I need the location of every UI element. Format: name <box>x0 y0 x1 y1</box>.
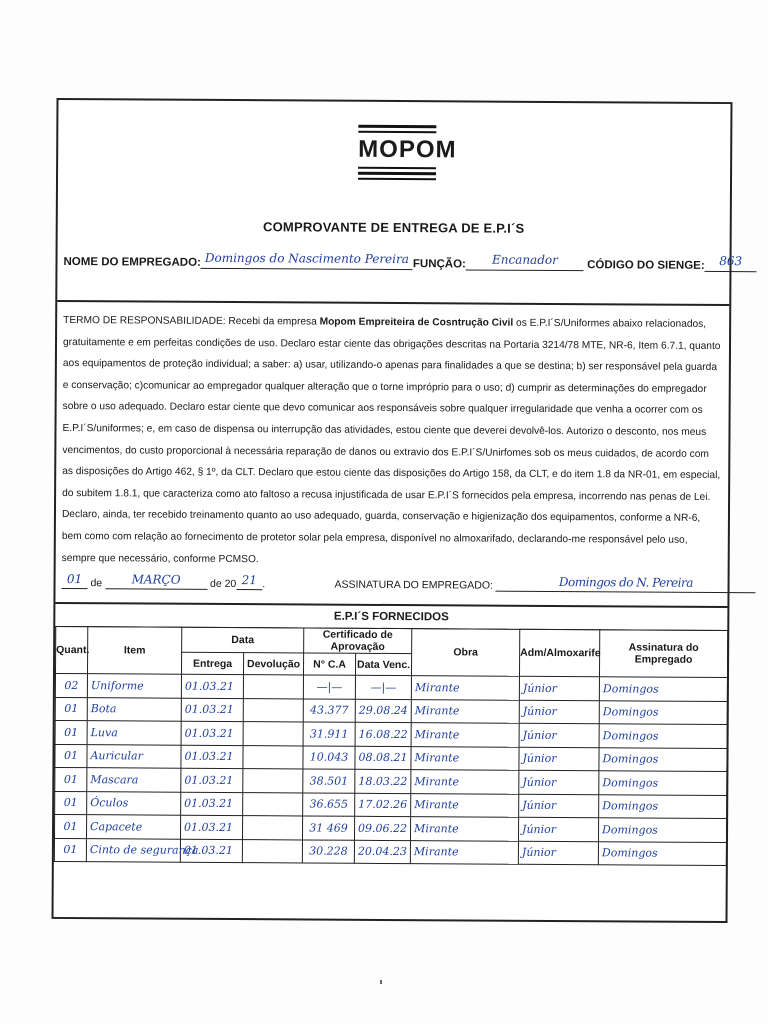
row-item[interactable]: Óculos <box>87 791 181 815</box>
day-field[interactable]: 01 <box>62 572 88 589</box>
row-entrega[interactable]: 01.03.21 <box>181 721 243 745</box>
logo-text: MOPOM <box>358 135 457 164</box>
row-item[interactable]: Uniforme <box>87 674 181 698</box>
row-entrega[interactable]: 01.03.21 <box>181 698 243 722</box>
de-text-1: de <box>90 577 103 590</box>
row-devolucao[interactable] <box>243 722 303 746</box>
row-obra[interactable]: Mirante <box>411 746 519 770</box>
row-devolucao[interactable] <box>243 792 303 816</box>
row-venc[interactable]: 09.06.22 <box>355 816 411 840</box>
row-venc[interactable]: 17.02.26 <box>355 793 411 817</box>
col-assinatura: Assinatura do Empregado <box>600 630 728 678</box>
row-devolucao[interactable] <box>242 816 302 840</box>
sienge-code-field[interactable]: 863 <box>705 254 757 272</box>
row-entrega[interactable]: 01.03.21 <box>180 839 242 863</box>
row-adm[interactable]: Júnior <box>519 723 599 747</box>
row-ca[interactable]: 10.043 <box>303 745 355 769</box>
row-obra[interactable]: Mirante <box>411 723 519 747</box>
col-nca: N° C.A <box>304 653 356 675</box>
row-quant[interactable]: 01 <box>55 720 87 744</box>
row-item[interactable]: Mascara <box>87 768 181 792</box>
col-item: Item <box>87 627 181 675</box>
row-adm[interactable]: Júnior <box>519 676 599 700</box>
year-field[interactable]: 21 <box>236 573 262 590</box>
role-field[interactable]: Encanador <box>466 252 584 271</box>
row-item[interactable]: Luva <box>87 721 181 745</box>
row-venc[interactable]: —|— <box>355 675 411 699</box>
term-body: os E.P.I´S/Uniformes abaixo relacionados, gratuitamente e em perfeitas condições de uso. Declaro estar ciente das obrigações descritas na Portaria 3214/78 MTE, NR-6, Item 6.7.1, quanto aos equipamentos de proteção individual; a saber: a) usar, utilizando-o apenas para finalidades a que se destina; b) ser responsável pela guarda e conservação; c)comunicar ao empregador qualquer alteração que o torne impróprio para o uso; d) cumprir as determinações do empregador sobre o uso adequado. Declaro estar ciente que devo comunicar aos responsáveis sobre qualquer irregularidade que venha a ocorrer com os E.P.I´S/uniformes; e, em caso de dispensa ou interrupção das atividades, estou ciente que deverei devolvê-los. Autorizo o desconto, nos meus vencimentos, do custo proporcional à necessária reparação de danos ou extravio dos E.P.I´S/Unirfomes sob os meus cuidados, de acordo com as disposições do Artigo 462, § 1º, da CLT. Declaro que estou ciente das disposições do Artigo 158, da CLT, e do item 1.8 da NR-01, em especial, do subitem 1.8.1, que caracteriza como ato faltoso a recusa injustificada de usar E.P.I´S fornecidos pela empresa, incorrendo nas penas de Lei. Declaro, ainda, ter recebido treinamento quanto ao uso adequado, guarda, conservação e higienização dos equipamentos, conforme a NR-6, bem como com relação ao fornecimento de protetor solar pela empresa, disponível no almoxarifado, declarando-me responsável pelo uso, sempre que necessário, conforme PCMSO. <box>61 317 721 565</box>
row-obra[interactable]: Mirante <box>411 817 519 841</box>
row-ca[interactable]: 31 469 <box>303 816 355 840</box>
row-ca[interactable]: —|— <box>303 675 355 699</box>
col-obra: Obra <box>412 629 520 677</box>
date-signature-row: 01 de MARÇO de 20 21 . ASSINATURA DO EMPREGADO: Domingos do N. Pereira <box>62 572 722 593</box>
row-adm[interactable]: Júnior <box>519 770 599 794</box>
row-devolucao[interactable] <box>243 675 303 699</box>
row-ca[interactable]: 38.501 <box>303 769 355 793</box>
row-ca[interactable]: 36.655 <box>303 792 355 816</box>
row-devolucao[interactable] <box>243 745 303 769</box>
row-quant[interactable]: 01 <box>55 767 87 791</box>
row-quant[interactable]: 01 <box>54 814 86 838</box>
employee-name-label: NOME DO EMPREGADO: <box>63 255 201 269</box>
responsibility-term <box>55 300 729 608</box>
form-header <box>57 100 743 306</box>
epi-table <box>54 626 728 866</box>
row-entrega[interactable]: 01.03.21 <box>181 792 243 816</box>
row-item[interactable]: Capacete <box>86 815 180 839</box>
col-adm: Adm/Almoxarife <box>520 629 600 676</box>
row-entrega[interactable]: 01.03.21 <box>181 745 243 769</box>
col-devolucao: Devolução <box>243 653 303 675</box>
col-entrega: Entrega <box>181 652 243 674</box>
row-venc[interactable]: 08.08.21 <box>355 746 411 770</box>
row-quant[interactable]: 01 <box>55 744 87 768</box>
row-obra[interactable]: Mirante <box>410 840 518 864</box>
row-signature[interactable]: Domingos <box>598 818 726 842</box>
row-quant[interactable]: 02 <box>55 673 87 697</box>
employee-name-field[interactable]: Domingos do Nascimento Pereira <box>201 251 413 270</box>
term-intro: TERMO DE RESPONSABILIDADE: Recebi da empresa <box>63 314 320 328</box>
row-ca[interactable]: 43.377 <box>303 698 355 722</box>
row-item[interactable]: Cinto de segurança <box>86 838 180 862</box>
row-signature[interactable]: Domingos <box>599 747 727 771</box>
sienge-code-label: CÓDIGO DO SIENGE: <box>587 259 705 272</box>
row-ca[interactable]: 31.911 <box>303 722 355 746</box>
row-signature[interactable]: Domingos <box>599 724 727 748</box>
employee-fields <box>63 250 743 272</box>
row-item[interactable]: Auricular <box>87 744 181 768</box>
document-title: COMPROVANTE DE ENTREGA DE E.P.I´S <box>263 219 525 236</box>
scan-mark <box>380 980 382 984</box>
row-signature[interactable]: Domingos <box>599 677 727 701</box>
company-logo <box>358 122 457 183</box>
row-venc[interactable]: 20.04.23 <box>354 840 410 864</box>
row-entrega[interactable]: 01.03.21 <box>181 674 243 698</box>
col-data-venc: Data Venc. <box>356 653 412 675</box>
row-obra[interactable]: Mirante <box>411 770 519 794</box>
row-adm[interactable]: Júnior <box>519 794 599 818</box>
col-data: Data <box>182 627 304 653</box>
row-obra[interactable]: Mirante <box>411 699 519 723</box>
row-signature[interactable]: Domingos <box>598 841 726 865</box>
month-field[interactable]: MARÇO <box>105 572 207 590</box>
row-ca[interactable]: 30.228 <box>302 839 354 863</box>
row-obra[interactable]: Mirante <box>411 793 519 817</box>
row-devolucao[interactable] <box>242 839 302 863</box>
row-item[interactable]: Bota <box>87 697 181 721</box>
row-entrega[interactable]: 01.03.21 <box>181 768 243 792</box>
row-quant[interactable]: 01 <box>55 697 87 721</box>
row-venc[interactable]: 16.08.22 <box>355 722 411 746</box>
row-adm[interactable]: Júnior <box>519 700 599 724</box>
row-quant[interactable]: 01 <box>54 838 86 862</box>
de-text-2: de 20 <box>209 577 237 591</box>
form-frame <box>51 98 743 923</box>
term-company: Mopom Empreiteira de Cosntrução Civil <box>319 316 514 329</box>
row-obra[interactable]: Mirante <box>411 676 519 700</box>
col-certificado: Certificado de Aprovação <box>304 628 412 654</box>
row-signature[interactable]: Domingos <box>599 771 727 795</box>
epi-table-body <box>54 673 727 865</box>
table-row <box>54 838 726 866</box>
row-adm[interactable]: Júnior <box>518 841 598 865</box>
employee-signature[interactable]: Domingos do N. Pereira <box>496 575 756 594</box>
row-entrega[interactable]: 01.03.21 <box>180 815 242 839</box>
row-signature[interactable]: Domingos <box>599 700 727 724</box>
row-venc[interactable]: 29.08.24 <box>355 699 411 723</box>
epi-section-title: E.P.I´S FORNECIDOS <box>55 604 727 631</box>
signature-label: ASSINATURA DO EMPREGADO: <box>334 578 494 592</box>
row-devolucao[interactable] <box>243 698 303 722</box>
role-label: FUNÇÃO: <box>412 258 466 271</box>
row-adm[interactable]: Júnior <box>519 747 599 771</box>
row-signature[interactable]: Domingos <box>599 794 727 818</box>
row-quant[interactable]: 01 <box>55 791 87 815</box>
row-devolucao[interactable] <box>243 769 303 793</box>
row-venc[interactable]: 18.03.22 <box>355 769 411 793</box>
term-text <box>62 310 724 573</box>
row-adm[interactable]: Júnior <box>519 817 599 841</box>
col-quant: Quant. <box>55 626 87 673</box>
